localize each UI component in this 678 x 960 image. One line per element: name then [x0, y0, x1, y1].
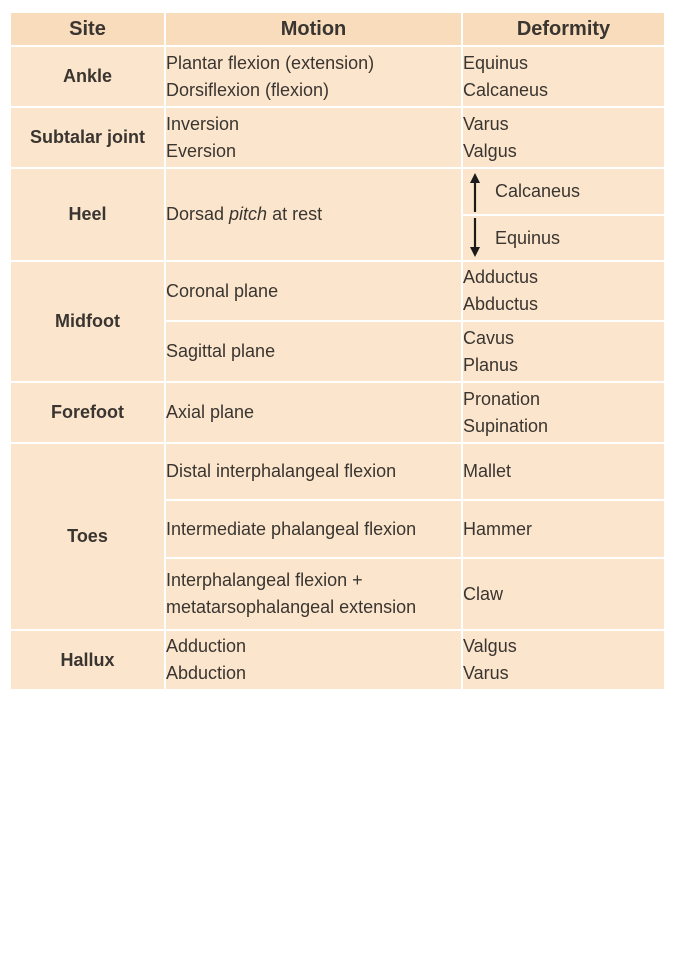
deformity-toes-claw: Claw [463, 559, 664, 631]
motion-midfoot-sagittal: Sagittal plane [166, 322, 463, 383]
foot-deformity-table [11, 13, 664, 691]
header-row [11, 13, 664, 47]
row-midfoot-coronal [11, 262, 664, 322]
deformity-text: Cavus [463, 327, 515, 348]
site-heel: Heel [11, 169, 166, 262]
motion-text: metatarsophalangeal extension [166, 597, 417, 617]
deformity-text: Calcaneus [463, 79, 549, 100]
deformity-text: Calcaneus [495, 181, 581, 201]
deformity-text: Planus [463, 354, 519, 375]
deformity-text: Equinus [495, 227, 561, 248]
deformity-text: Varus [463, 663, 509, 683]
deformity-midfoot-coronal [463, 262, 664, 322]
motion-toes-intermediate: Intermediate phalangeal flexion [166, 501, 463, 559]
motion-toes-claw [166, 559, 463, 631]
motion-toes-distal: Distal interphalangeal flexion [166, 444, 463, 501]
deformity-ankle [463, 47, 664, 108]
motion-subtalar [166, 108, 463, 169]
row-ankle [11, 47, 664, 108]
deformity-hallux [463, 631, 664, 691]
motion-text: Dorsad [166, 204, 230, 224]
site-subtalar: Subtalar joint [11, 108, 166, 169]
arrow-up-icon [465, 172, 485, 212]
row-hallux [11, 631, 664, 691]
row-subtalar [11, 108, 664, 169]
deformity-heel-calcaneus [463, 169, 664, 216]
motion-ankle [166, 47, 463, 108]
deformity-text: Varus [463, 113, 509, 134]
motion-text: Interphalangeal flexion + [166, 570, 363, 590]
site-midfoot: Midfoot [11, 262, 166, 383]
deformity-subtalar [463, 108, 664, 169]
row-heel-upper [11, 169, 664, 216]
motion-text: Plantar flexion (extension) [166, 52, 375, 73]
deformity-text: Equinus [463, 52, 529, 73]
deformity-text: Pronation [463, 388, 541, 409]
site-forefoot: Forefoot [11, 383, 166, 444]
motion-hallux [166, 631, 463, 691]
deformity-forefoot [463, 383, 664, 444]
deformity-heel-equinus [463, 216, 664, 262]
header-deformity: Deformity [463, 13, 664, 47]
motion-text: Abduction [166, 663, 247, 683]
deformity-toes-intermediate: Hammer [463, 501, 664, 559]
deformity-toes-distal: Mallet [463, 444, 664, 501]
deformity-text: Abductus [463, 294, 539, 314]
motion-emphasis: pitch [229, 204, 268, 224]
motion-text: at rest [267, 204, 323, 224]
site-hallux: Hallux [11, 631, 166, 691]
deformity-midfoot-sagittal [463, 322, 664, 383]
row-toes-distal [11, 444, 664, 501]
motion-text: Dorsiflexion (flexion) [166, 79, 330, 100]
deformity-text: Valgus [463, 140, 517, 161]
motion-forefoot: Axial plane [166, 383, 463, 444]
motion-text: Inversion [166, 113, 240, 134]
arrow-down-icon [465, 218, 485, 258]
site-toes: Toes [11, 444, 166, 631]
motion-text: Eversion [166, 140, 237, 161]
header-motion: Motion [166, 13, 463, 47]
site-ankle: Ankle [11, 47, 166, 108]
row-forefoot [11, 383, 664, 444]
motion-text: Adduction [166, 636, 247, 656]
deformity-text: Valgus [463, 636, 517, 656]
deformity-text: Supination [463, 415, 549, 436]
deformity-text: Adductus [463, 267, 539, 287]
motion-heel [166, 169, 463, 262]
header-site: Site [11, 13, 166, 47]
motion-midfoot-coronal: Coronal plane [166, 262, 463, 322]
